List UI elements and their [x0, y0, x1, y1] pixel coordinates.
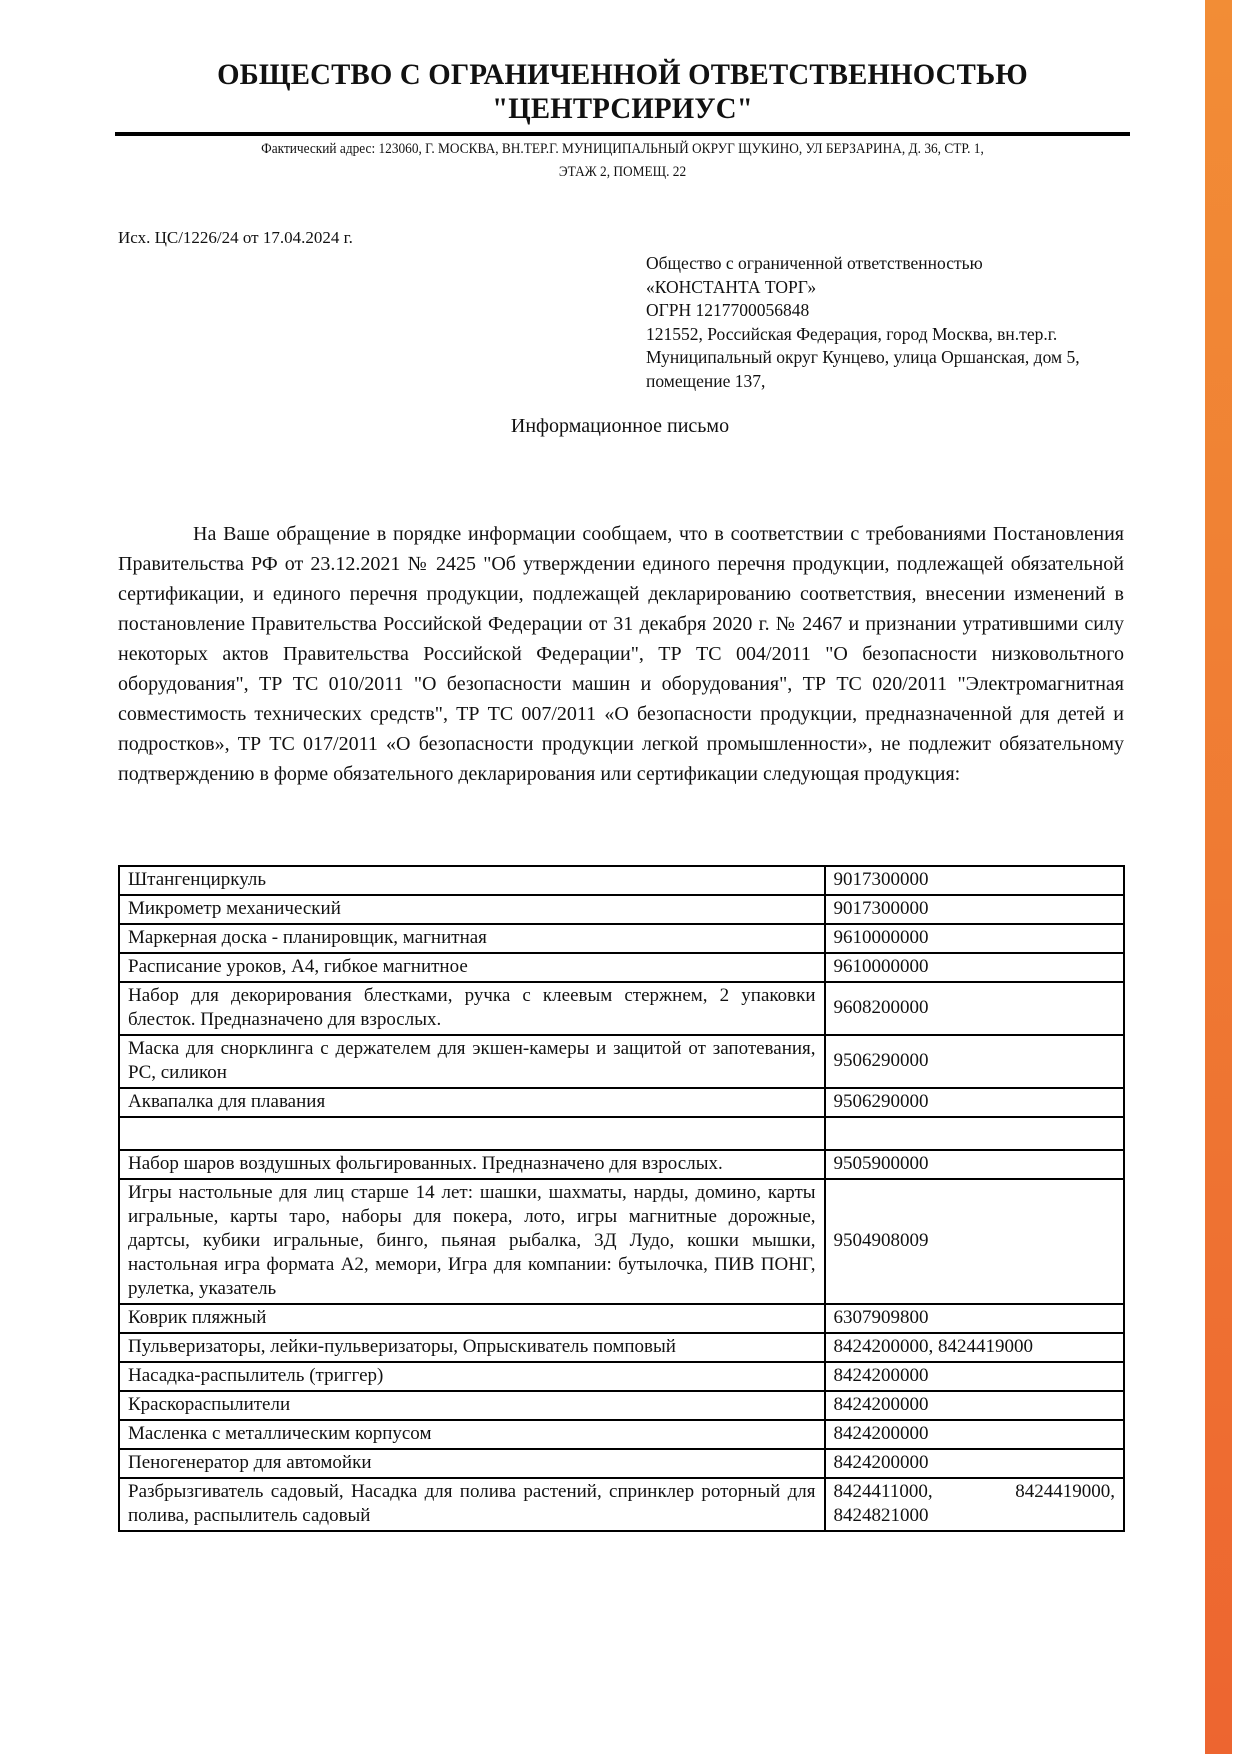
addressee-line: «КОНСТАНТА ТОРГ» — [646, 276, 817, 297]
product-name-cell: Насадка-распылитель (триггер) — [119, 1362, 825, 1391]
addressee-block — [646, 252, 1166, 393]
product-code-cell: 9610000000 — [825, 953, 1124, 982]
table-row — [119, 953, 1124, 982]
table-row — [119, 1035, 1124, 1088]
body-paragraph: На Ваше обращение в порядке информации сообщаем, что в соответствии с требованиями Постановления Правительства РФ от 23.12.2021 № 2425 "Об утверждении единого перечня продукции, подлежащей обязательной сертификации, и единого перечня продукции, подлежащей декларированию соответствия, внесении изменений в постановление Правительства Российской Федерации от 31 декабря 2020 г. № 2467 и признании утратившими силу некоторых актов Правительства Российской Федерации", ТР ТС 004/2011 "О безопасности низковольтного оборудования", ТР ТС 010/2011 "О безопасности машин и оборудования", ТР ТС 020/2011 "Электромагнитная совместимость технических средств", ТР ТС 007/2011 «О безопасности продукции, предназначенной для детей и подростков», ТР ТС 017/2011 «О безопасности продукции легкой промышленности», не подлежит обязательному подтверждению в форме обязательного декларирования или сертификации следующая продукция: — [118, 523, 1124, 785]
table-row — [119, 1333, 1124, 1362]
table-row — [119, 1150, 1124, 1179]
table-row — [119, 1304, 1124, 1333]
product-name-cell: Коврик пляжный — [119, 1304, 825, 1333]
products-table-body — [119, 866, 1124, 1531]
product-code-cell: 9505900000 — [825, 1150, 1124, 1179]
table-row — [119, 895, 1124, 924]
product-code-cell: 9017300000 — [825, 866, 1124, 895]
table-row — [119, 1179, 1124, 1304]
letterhead-divider — [115, 132, 1130, 136]
addressee-line: ОГРН 1217700056848 — [646, 300, 810, 320]
product-code-cell: 8424200000, 8424419000 — [825, 1333, 1124, 1362]
document-title — [0, 415, 1240, 438]
product-name-cell: Набор для декорирования блестками, ручка с клеевым стержнем, 2 упаковки блесток. Предназначено для взрослых. — [119, 982, 825, 1035]
product-code-cell: 9506290000 — [825, 1088, 1124, 1117]
product-code-cell: 8424200000 — [825, 1391, 1124, 1420]
table-row — [119, 1362, 1124, 1391]
product-name-cell: Разбрызгиватель садовый, Насадка для полива растений, спринклер роторный для полива, распылитель садовый — [119, 1478, 825, 1531]
addressee-line: Общество с ограниченной ответственностью — [646, 253, 983, 273]
product-name-cell: Микрометр механический — [119, 895, 825, 924]
addressee-line: Муниципальный округ Кунцево, улица Оршанская, дом 5, — [646, 347, 1080, 367]
letterhead — [115, 58, 1130, 182]
table-row — [119, 1478, 1124, 1531]
product-code-cell: 9017300000 — [825, 895, 1124, 924]
company-address-line1: Фактический адрес: 123060, Г. МОСКВА, ВН.ТЕР.Г. МУНИЦИПАЛЬНЫЙ ОКРУГ ЩУКИНО, УЛ БЕРЗАРИНА, Д. 36, СТР. 1, — [261, 141, 984, 157]
company-name-line1: ОБЩЕСТВО С ОГРАНИЧЕННОЙ ОТВЕТСТВЕННОСТЬЮ — [217, 58, 1028, 91]
product-code-cell: 9504908009 — [825, 1179, 1124, 1304]
product-code-cell: 8424200000 — [825, 1449, 1124, 1478]
document-title-text: Информационное письмо — [510, 415, 730, 437]
product-name-cell: Маска для снорклинга с держателем для экшен-камеры и защитой от запотевания, PC, силикон — [119, 1035, 825, 1088]
product-code-cell: 8424411000, 8424419000, 8424821000 — [825, 1478, 1124, 1531]
product-name-cell: Маркерная доска - планировщик, магнитная — [119, 924, 825, 953]
product-code-cell — [825, 1117, 1124, 1150]
addressee-line: 121552, Российская Федерация, город Москва, вн.тер.г. — [646, 323, 1058, 344]
product-name-cell: Игры настольные для лиц старше 14 лет: шашки, шахматы, нарды, домино, карты игральные, карты таро, наборы для покера, лото, игры магнитные дорожные, дартсы, кубики игральные, бинго, пьяная рыбалка, 3Д Лудо, кошки мышки, настольная игра формата А2, мемори, Игра для компании: бутылочка, ПИВ ПОНГ, рулетка, указатель — [119, 1179, 825, 1304]
table-row — [119, 1449, 1124, 1478]
product-name-cell — [119, 1117, 825, 1150]
table-row — [119, 1088, 1124, 1117]
product-name-cell: Набор шаров воздушных фольгированных. Предназначено для взрослых. — [119, 1150, 825, 1179]
product-name-cell: Штангенциркуль — [119, 866, 825, 895]
product-code-cell: 9608200000 — [825, 982, 1124, 1035]
product-code-cell: 8424200000 — [825, 1420, 1124, 1449]
product-name-cell: Пеногенератор для автомойки — [119, 1449, 825, 1478]
product-code-cell: 9506290000 — [825, 1035, 1124, 1088]
table-row — [119, 1420, 1124, 1449]
product-name-cell: Пульверизаторы, лейки-пульверизаторы, Опрыскиватель помповый — [119, 1333, 825, 1362]
product-name-cell: Краскораспылители — [119, 1391, 825, 1420]
product-code-cell: 8424200000 — [825, 1362, 1124, 1391]
table-row — [119, 866, 1124, 895]
product-code-cell: 9610000000 — [825, 924, 1124, 953]
company-address-line2: ЭТАЖ 2, ПОМЕЩ. 22 — [558, 164, 687, 180]
table-row — [119, 1117, 1124, 1150]
table-row — [119, 1391, 1124, 1420]
table-row — [119, 924, 1124, 953]
products-table — [118, 865, 1125, 1532]
product-name-cell: Масленка с металлическим корпусом — [119, 1420, 825, 1449]
product-code-cell: 6307909800 — [825, 1304, 1124, 1333]
product-name-cell: Аквапалка для плавания — [119, 1088, 825, 1117]
addressee-line: помещение 137, — [646, 370, 766, 391]
company-name-line2: "ЦЕНТРСИРИУС" — [492, 92, 753, 125]
product-name-cell: Расписание уроков, А4, гибкое магнитное — [119, 953, 825, 982]
table-row — [119, 982, 1124, 1035]
decorative-side-stripe — [1205, 0, 1232, 1754]
outgoing-reference: Исх. ЦС/1226/24 от 17.04.2024 г. — [118, 228, 353, 247]
